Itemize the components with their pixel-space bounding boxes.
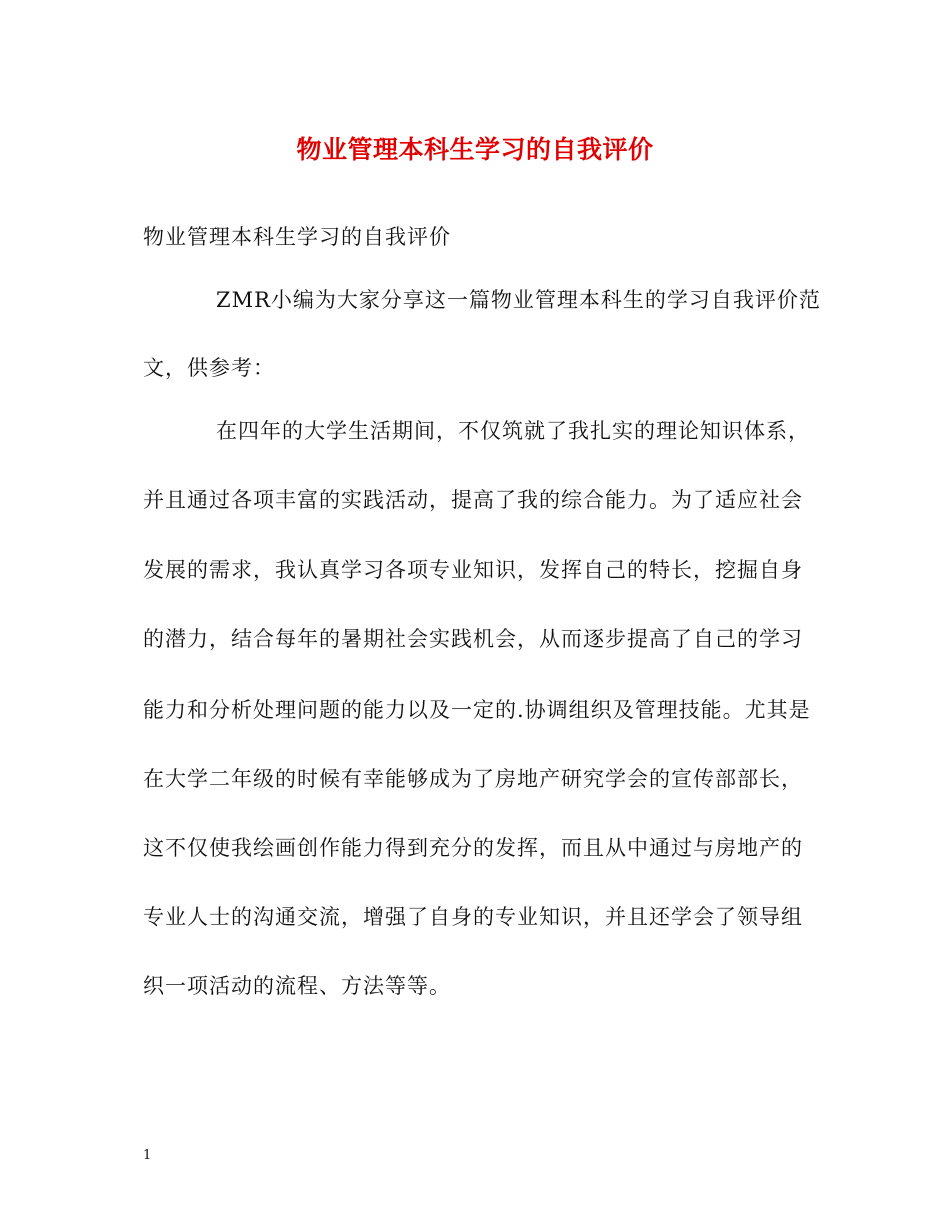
document-subtitle: 物业管理本科生学习的自我评价 bbox=[143, 225, 451, 249]
paragraph-line: 并且通过各项丰富的实践活动，提高了我的综合能力。为了适应社会 bbox=[143, 488, 803, 512]
paragraph-line: 在大学二年级的时候有幸能够成为了房地产研究学会的宣传部部长， bbox=[143, 767, 803, 791]
paragraph-line: 专业人士的沟通交流，增强了自身的专业知识，并且还学会了领导组 bbox=[143, 905, 803, 929]
paragraph-line: 在四年的大学生活期间，不仅筑就了我扎实的理论知识体系， bbox=[216, 419, 810, 443]
document-title: 物业管理本科生学习的自我评价 bbox=[296, 135, 654, 164]
paragraph-line: 能力和分析处理问题的能力以及一定的.协调组织及管理技能。尤其是 bbox=[143, 698, 811, 722]
paragraph-line: 的潜力，结合每年的暑期社会实践机会，从而逐步提高了自己的学习 bbox=[143, 627, 803, 651]
paragraph-line: 发展的需求，我认真学习各项专业知识，发挥自己的特长，挖掘自身 bbox=[143, 558, 803, 582]
page-number: 1 bbox=[143, 1148, 152, 1163]
paragraph-line: 这不仅使我绘画创作能力得到充分的发挥，而且从中通过与房地产的 bbox=[143, 836, 803, 860]
paragraph-line: ZMR小编为大家分享这一篇物业管理本科生的学习自我评价范 bbox=[216, 288, 821, 312]
paragraph-line: 织一项活动的流程、方法等等。 bbox=[143, 974, 451, 998]
paragraph-line: 文，供参考： bbox=[143, 356, 275, 380]
